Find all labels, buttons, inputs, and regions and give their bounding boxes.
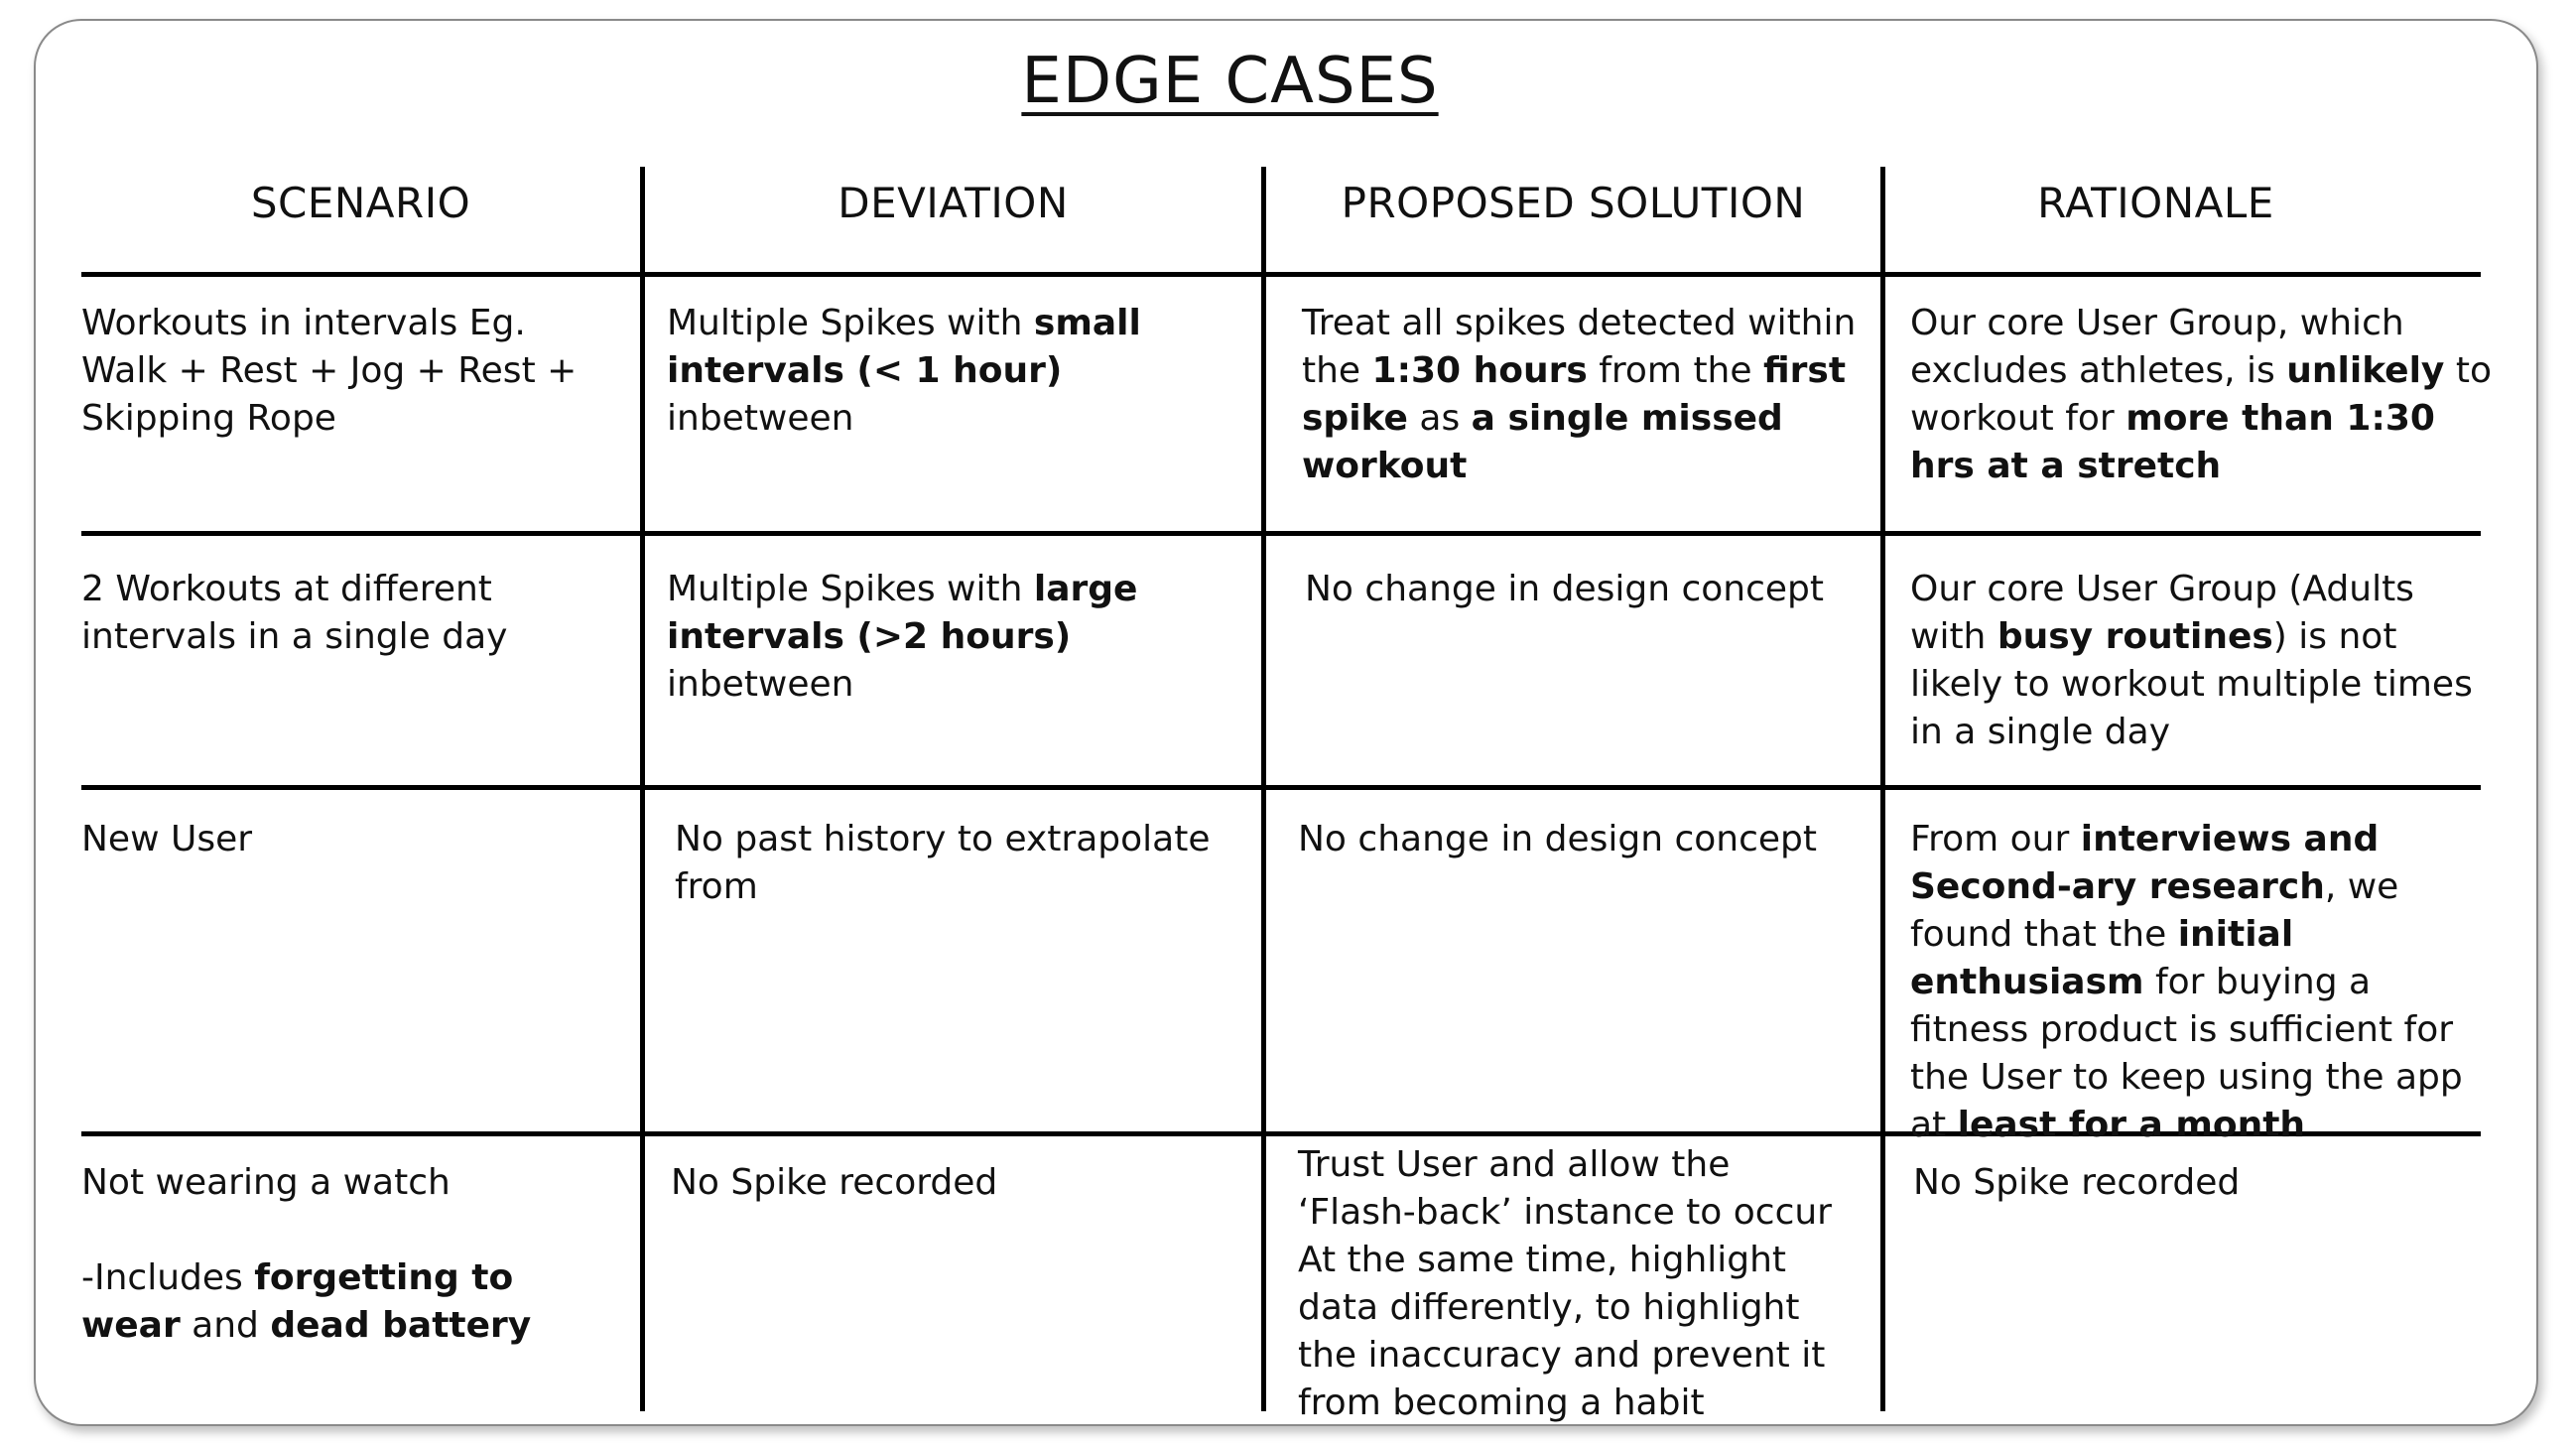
text-run: New User: [81, 819, 253, 859]
header-solution: PROPOSED SOLUTION: [1341, 179, 1806, 227]
text-run: No change in design concept: [1305, 569, 1825, 609]
cell-deviation: [675, 816, 1230, 911]
text-run: No Spike recorded: [671, 1162, 998, 1203]
text-run: 2 Workouts at different intervals in a single day: [81, 569, 508, 657]
header-rationale: RATIONALE: [2037, 179, 2274, 227]
bold-text: interviews and Second-ary research: [1910, 819, 2380, 907]
text-run: as: [1407, 398, 1472, 439]
bold-text: dead battery: [270, 1305, 532, 1346]
row-divider: [81, 531, 2481, 536]
cell-rationale: [1910, 816, 2486, 1149]
bold-text: large intervals (>2 hours): [667, 569, 1138, 657]
cell-scenario: [81, 816, 597, 863]
bold-text: 1:30 hours: [1371, 350, 1588, 391]
text-run: Multiple Spikes with: [667, 569, 1034, 609]
cell-solution: [1298, 1141, 1854, 1427]
bold-text: busy routines: [1996, 616, 2273, 657]
cell-rationale: [1910, 300, 2506, 490]
cell-solution: [1298, 816, 1868, 863]
text-run: Our core User Group (Adults with: [1910, 569, 2414, 657]
cell-scenario: [81, 566, 538, 661]
bold-text: unlikely: [2286, 350, 2445, 391]
cell-deviation: [667, 566, 1252, 709]
page-title: EDGE CASES: [1021, 45, 1439, 118]
text-run: Our core User Group, which excludes athletes, is: [1910, 303, 2404, 391]
solution-main: [1298, 1141, 1854, 1237]
cell-rationale: [1910, 566, 2486, 756]
header-deviation: DEVIATION: [837, 179, 1069, 227]
text-run: No change in design concept: [1298, 819, 1818, 859]
text-run: No Spike recorded: [1913, 1162, 2241, 1203]
scenario-title: Not wearing a watch: [81, 1162, 451, 1203]
text-run: ) is not likely to workout multiple times in a single day: [1910, 616, 2473, 752]
text-run: inbetween: [667, 398, 854, 439]
text-run: Multiple Spikes with: [667, 303, 1034, 343]
cell-rationale: [1913, 1159, 2469, 1207]
text-run: for buying a fitness product is sufficient for the User to keep using the app at: [1910, 962, 2463, 1145]
text-run: from the: [1587, 350, 1763, 391]
bold-text: initial enthusiasm: [1910, 914, 2294, 1002]
cell-solution: [1302, 300, 1872, 490]
text-run: , we found that the: [1910, 866, 2399, 955]
text-run: Treat all spikes detected within the: [1302, 303, 1857, 391]
text-run: and: [180, 1305, 271, 1346]
bold-text: small intervals (< 1 hour): [667, 303, 1141, 391]
cell-solution: [1305, 566, 1875, 613]
scenario-detail: [81, 1254, 597, 1350]
header-scenario: SCENARIO: [250, 179, 471, 227]
cell-scenario: [81, 300, 597, 443]
text-run: Trust User and allow the ‘Flash-back’ instance to occur: [1298, 1144, 1832, 1233]
row-divider: [81, 785, 2481, 790]
text-run: No past history to extrapolate from: [675, 819, 1211, 907]
text-run: From our: [1910, 819, 2081, 859]
bold-text: first spike: [1302, 350, 1847, 439]
bold-text: least for a month: [1957, 1105, 2306, 1145]
text-run: to workout for: [1910, 350, 2492, 439]
text-run: inbetween: [667, 664, 854, 705]
cell-deviation: [667, 300, 1252, 443]
cell-scenario: [81, 1159, 597, 1350]
text-run: Workouts in intervals Eg. Walk + Rest + Jog + Rest + Skipping Rope: [81, 303, 578, 439]
cell-deviation: [671, 1159, 1226, 1207]
text-run: -Includes: [81, 1257, 255, 1298]
bold-text: a single missed workout: [1302, 398, 1783, 486]
row-divider: [81, 272, 2481, 277]
bold-text: more than 1:30 hrs at a stretch: [1910, 398, 2435, 486]
solution-detail: At the same time, highlight data differently, to highlight the inaccuracy and prevent it from becoming a habit: [1298, 1240, 1826, 1423]
bold-text: forgetting to wear: [81, 1257, 514, 1346]
